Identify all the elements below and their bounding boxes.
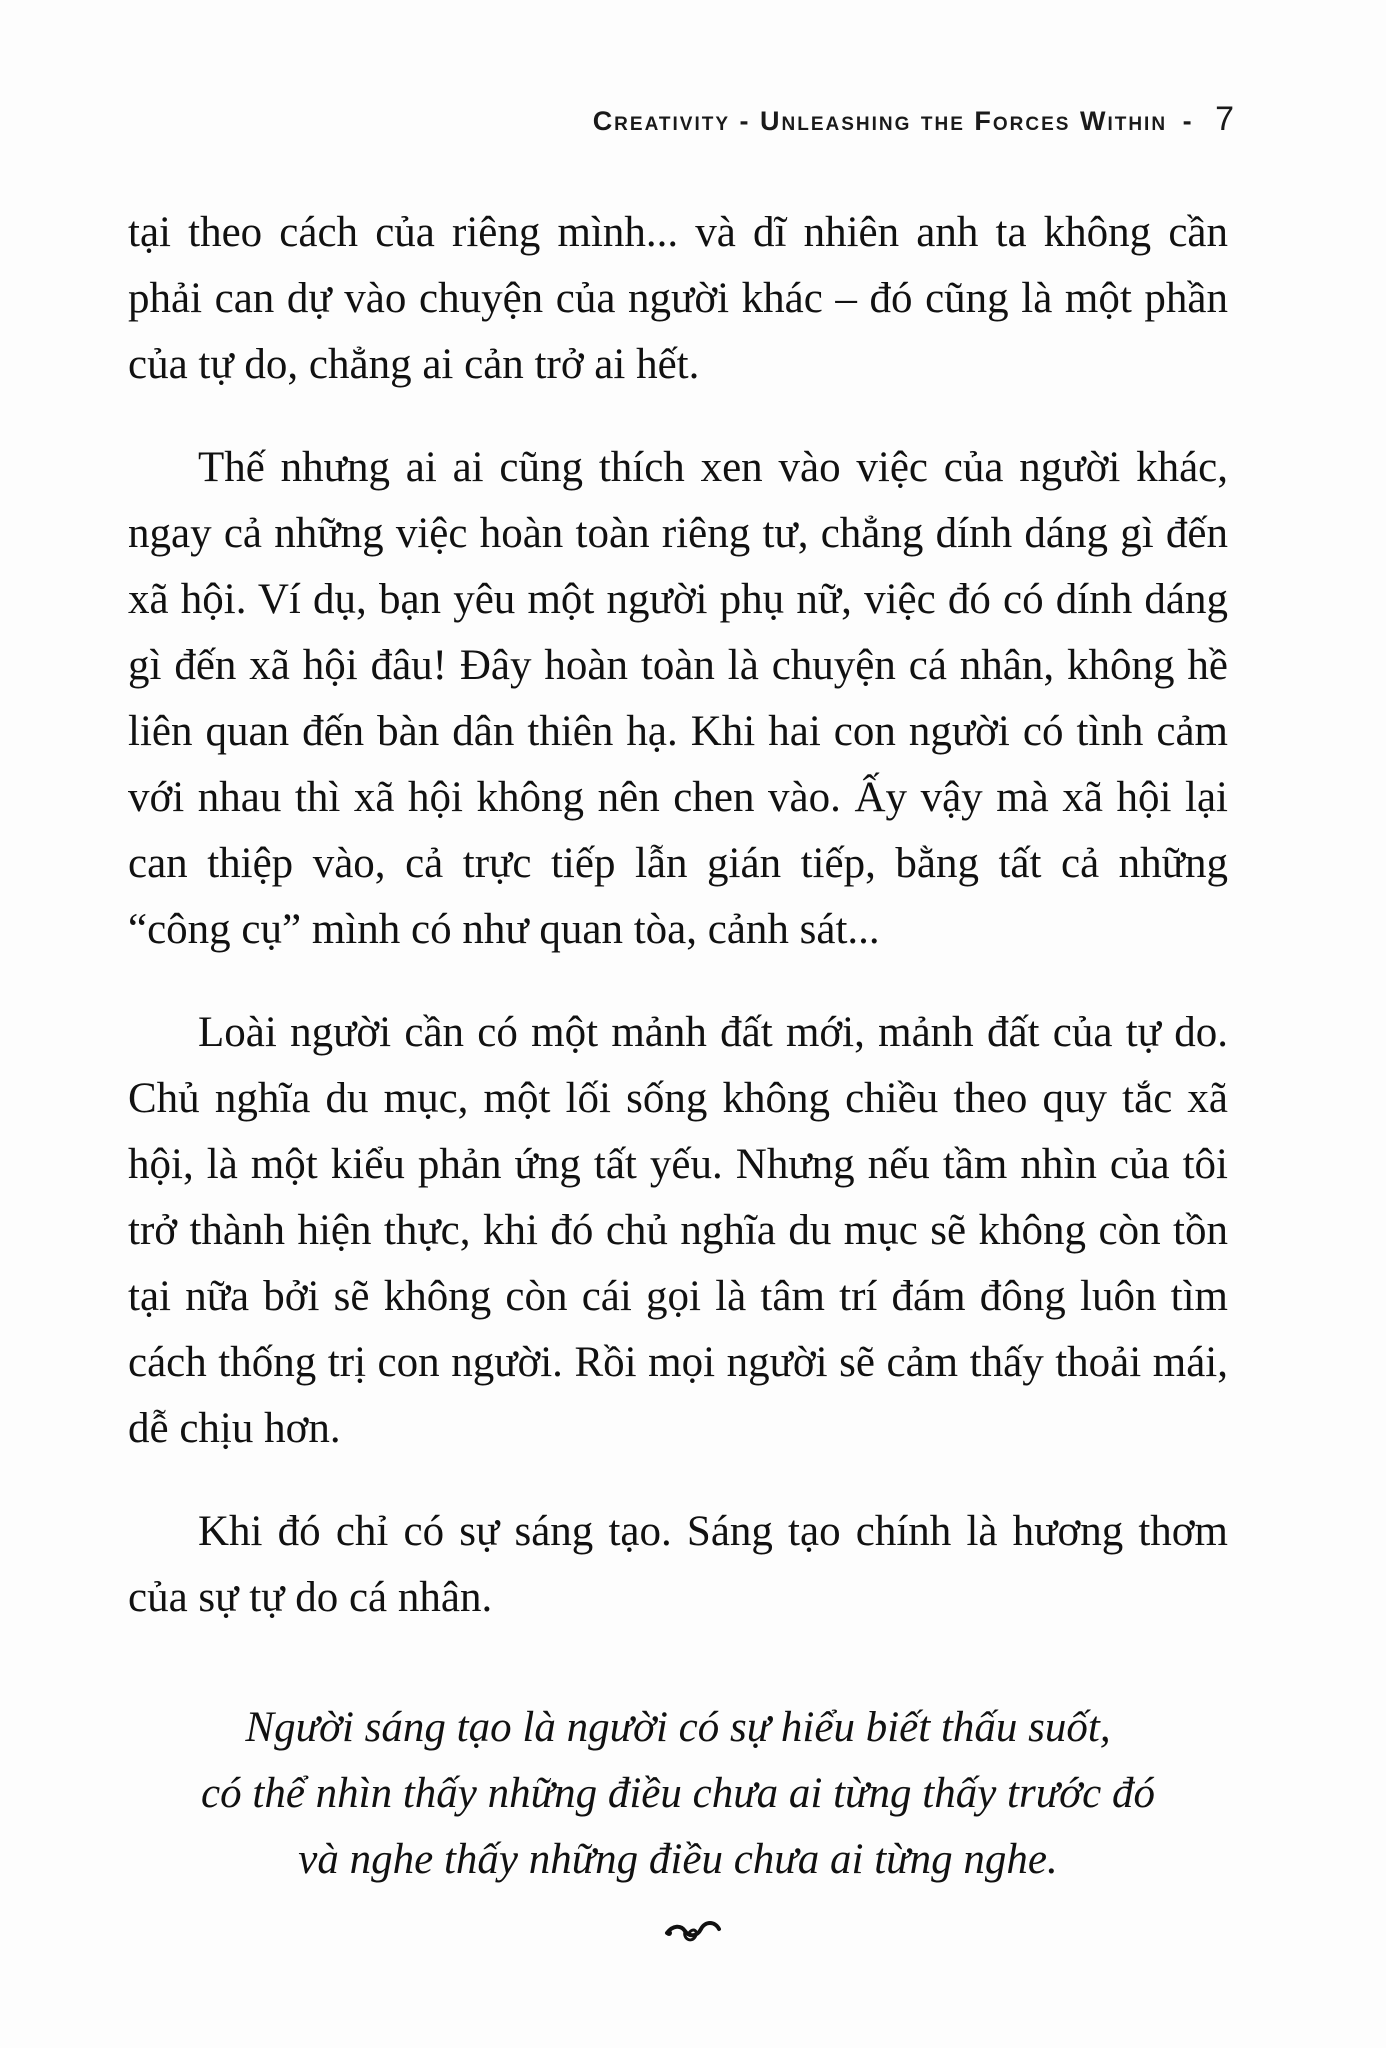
- paragraph: Loài người cần có một mảnh đất mới, mảnh đất của tự do. Chủ nghĩa du mục, một lối sống không chiều theo quy tắc xã hội, là một kiểu phản ứng tất yếu. Nhưng nếu tầm nhìn của tôi trở thành hiện thực, khi đó chủ nghĩa du mục sẽ không còn tồn tại nữa bởi sẽ không còn cái gọi là tâm trí đám đông luôn tìm cách thống trị con người. Rồi mọi người sẽ cảm thấy thoải mái, dễ chịu hơn.: [128, 1009, 1228, 1452]
- quote-line: có thể nhìn thấy những điều chưa ai từng thấy trước đó: [201, 1770, 1155, 1817]
- fleuron-ornament-icon: [663, 1915, 723, 1945]
- running-header: [593, 100, 1236, 139]
- running-header-title: Creativity - Unleashing the Forces Within: [592, 106, 1168, 136]
- paragraph: Khi đó chỉ có sự sáng tạo. Sáng tạo chính là hương thơm của sự tự do cá nhân.: [128, 1508, 1228, 1621]
- running-header-separator: -: [1182, 106, 1194, 136]
- page-number: 7: [1215, 100, 1236, 138]
- paragraph: Thế nhưng ai ai cũng thích xen vào việc của người khác, ngay cả những việc hoàn toàn riêng tư, chẳng dính dáng gì đến xã hội. Ví dụ, bạn yêu một người phụ nữ, việc đó có dính dáng gì đến xã hội đâu! Đây hoàn toàn là chuyện cá nhân, không hề liên quan đến bàn dân thiên hạ. Khi hai con người có tình cảm với nhau thì xã hội không nên chen vào. Ấy vậy mà xã hội lại can thiệp vào, cả trực tiếp lẫn gián tiếp, bằng tất cả những “công cụ” mình có như quan tòa, cảnh sát...: [128, 444, 1228, 953]
- paragraph-continued: tại theo cách của riêng mình... và dĩ nhiên anh ta không cần phải can dự vào chuyện của người khác – đó cũng là một phần của tự do, chẳng ai cản trở ai hết.: [128, 209, 1228, 388]
- quote-line: Người sáng tạo là người có sự hiểu biết thấu suốt,: [245, 1704, 1111, 1751]
- body-text: [128, 200, 1228, 1668]
- closing-quote: [128, 1695, 1228, 1893]
- quote-line: và nghe thấy những điều chưa ai từng nghe.: [298, 1836, 1058, 1883]
